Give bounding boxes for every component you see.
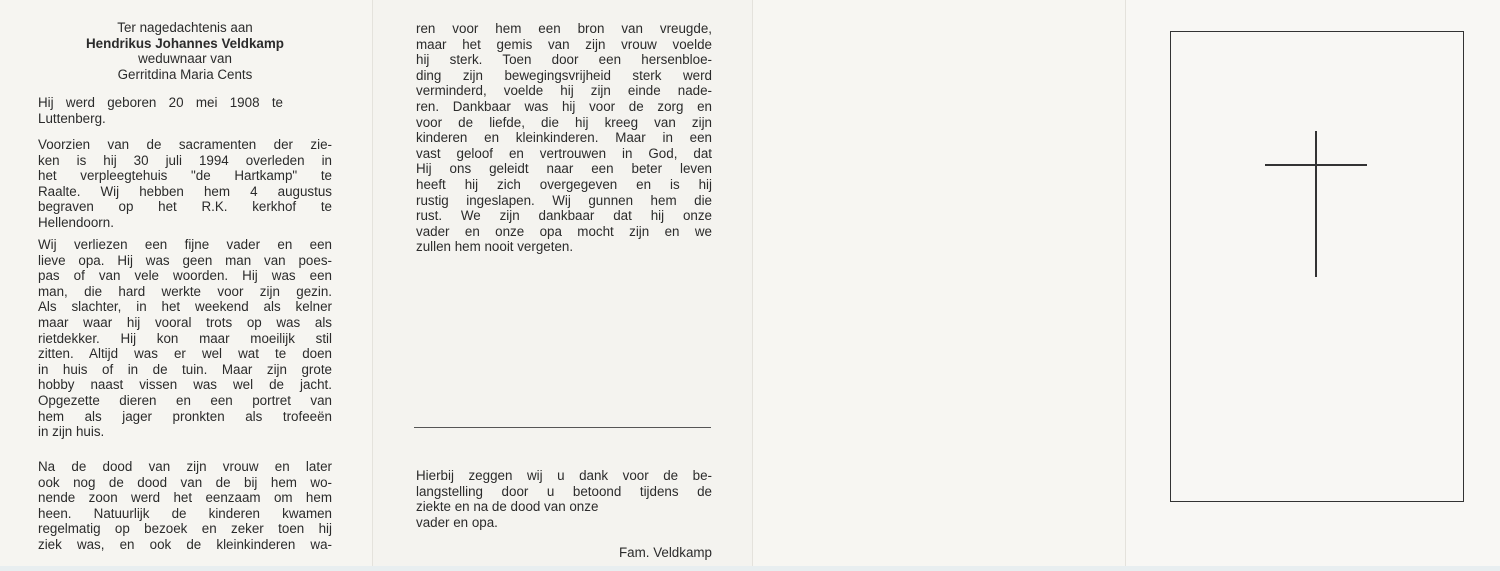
text-line: regelmatig op bezoek en zeker toen hij — [38, 521, 332, 537]
paragraph-birth — [38, 95, 283, 126]
text-line: hobby naast vissen was wel de jacht. — [38, 377, 332, 393]
text-line: verminderd, voelde hij zijn einde nade- — [416, 83, 712, 99]
text-line: begraven op het R.K. kerkhof te — [38, 199, 332, 215]
text-line: Opgezette dieren en een portret van — [38, 392, 332, 408]
spouse-name: Gerritdina Maria Cents — [117, 66, 253, 82]
memorial-header — [38, 20, 332, 82]
fold-line-2 — [752, 0, 753, 571]
paragraph-life — [38, 237, 332, 440]
text-line: Als slachter, in het weekend als kelner — [38, 299, 332, 315]
text-line: rustig ingeslapen. Wij gunnen hem die — [416, 192, 712, 208]
cover-frame — [1170, 31, 1464, 502]
fold-line-3 — [1125, 0, 1126, 571]
text-line: vader en onze opa mocht zijn en we — [416, 223, 712, 239]
card-panel-blank — [752, 0, 1125, 571]
text-line: heen. Natuurlijk de kinderen kwamen — [38, 505, 332, 521]
text-line: hij sterk. Toen door een hersenbloe- — [416, 52, 712, 68]
text-line: Hellendoorn. — [38, 214, 114, 230]
cross-vertical-bar — [1315, 131, 1317, 277]
header-line: weduwnaar van — [138, 51, 232, 67]
text-line: man, die hard werkte voor zijn gezin. — [38, 283, 332, 299]
text-line: heeft hij zich overgegeven en is hij — [416, 176, 712, 192]
paragraph-death — [38, 137, 332, 231]
text-line: het verpleegtehuis "de Hartkamp" te — [38, 168, 332, 184]
signature: Fam. Veldkamp — [618, 545, 712, 560]
text-line: Wij verliezen een fijne vader en een — [38, 237, 332, 252]
text-line: Na de dood van zijn vrouw en later — [38, 459, 332, 474]
text-line: ren. Dankbaar was hij voor de zorg en — [416, 98, 712, 114]
text-line: Luttenberg. — [38, 110, 106, 126]
paragraph-continued — [416, 21, 712, 255]
paragraph-later-years — [38, 459, 332, 553]
fold-line-1 — [372, 0, 373, 571]
text-line: ren voor hem een bron van vreugde, — [416, 21, 712, 36]
text-line: vader en opa. — [416, 514, 498, 530]
text-line: rust. We zijn dankbaar dat hij onze — [416, 208, 712, 224]
text-line: ken is hij 30 juli 1994 overleden in — [38, 152, 332, 168]
scan-edge — [0, 566, 1500, 571]
text-line: in zijn huis. — [38, 424, 105, 440]
text-line: langstelling door u betoond tijdens de — [416, 483, 712, 499]
text-line: maar waar hij vooral trots op was als — [38, 314, 332, 330]
header-line: Ter nagedachtenis aan — [117, 20, 253, 35]
text-line: Hierbij zeggen wij u dank voor de be- — [416, 468, 712, 483]
paragraph-thanks — [416, 468, 712, 530]
text-line: nende zoon werd het eenzaam om hem — [38, 490, 332, 506]
text-line: vast geloof en vertrouwen in God, dat — [416, 145, 712, 161]
text-line: ding zijn bewegingsvrijheid sterk werd — [416, 67, 712, 83]
text-line: ziek was, en ook de kleinkinderen wa- — [38, 536, 332, 552]
deceased-name: Hendrikus Johannes Veldkamp — [86, 35, 284, 51]
text-line: kinderen en kleinkinderen. Maar in een — [416, 130, 712, 146]
divider-line — [414, 427, 711, 428]
text-line: ook nog de dood van de bij hem wo- — [38, 474, 332, 490]
text-line: rietdekker. Hij kon maar moeilijk stil — [38, 330, 332, 346]
text-line: hem als jager pronkten als trofeeën — [38, 408, 332, 424]
text-line: pas of van vele woorden. Hij was een — [38, 268, 332, 284]
text-line: Hij ons geleidt naar een beter leven — [416, 161, 712, 177]
text-line: in huis of in de tuin. Maar zijn grote — [38, 361, 332, 377]
text-line: Hij werd geboren 20 mei 1908 te — [38, 95, 283, 110]
text-line: zitten. Altijd was er wel wat te doen — [38, 346, 332, 362]
text-line: Voorzien van de sacramenten der zie- — [38, 137, 332, 152]
text-line: voor de liefde, die hij kreeg van zijn — [416, 114, 712, 130]
text-line: Raalte. Wij hebben hem 4 augustus — [38, 183, 332, 199]
text-line: ziekte en na de dood van onze — [416, 499, 599, 515]
text-line: zullen hem nooit vergeten. — [416, 239, 574, 255]
text-line: lieve opa. Hij was geen man van poes- — [38, 252, 332, 268]
text-line: maar het gemis van zijn vrouw voelde — [416, 36, 712, 52]
cross-horizontal-bar — [1265, 164, 1367, 166]
